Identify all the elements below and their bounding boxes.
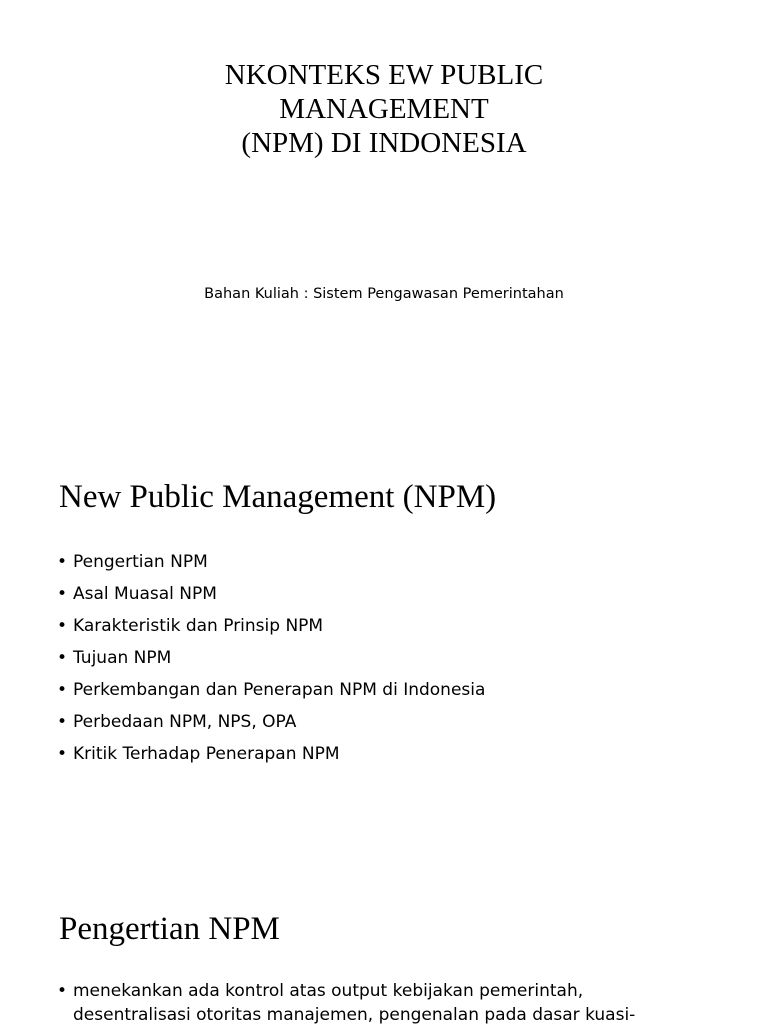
bullet-icon: • — [57, 680, 68, 700]
slide-heading: New Public Management (NPM) — [59, 479, 497, 515]
bullet-icon: • — [57, 584, 68, 604]
definition-list — [57, 979, 697, 1024]
bullet-icon: • — [57, 552, 68, 572]
title-line: (NPM) DI INDONESIA — [241, 127, 527, 159]
list-item — [57, 642, 485, 674]
slide-heading: Pengertian NPM — [59, 911, 280, 947]
list-item — [57, 706, 485, 738]
bullet-icon: • — [57, 981, 68, 1001]
bullet-icon: • — [57, 712, 68, 732]
title-line: NKONTEKS EW PUBLIC — [224, 59, 544, 91]
list-item-text: Pengertian NPM — [73, 552, 208, 572]
definition-slide — [0, 864, 768, 1024]
list-item-text: Perbedaan NPM, NPS, OPA — [73, 712, 297, 732]
outline-list — [57, 546, 485, 770]
list-item-text: Asal Muasal NPM — [73, 584, 217, 604]
list-item — [57, 674, 485, 706]
list-item — [57, 546, 485, 578]
presentation-subtitle: Bahan Kuliah : Sistem Pengawasan Pemerintahan — [204, 286, 564, 302]
outline-slide — [0, 432, 768, 864]
bullet-icon: • — [57, 744, 68, 764]
list-item — [57, 578, 485, 610]
title-slide — [0, 0, 768, 432]
list-item — [57, 610, 485, 642]
list-item-text: Karakteristik dan Prinsip NPM — [73, 616, 324, 636]
title-line: MANAGEMENT — [279, 93, 489, 125]
list-item-text: Perkembangan dan Penerapan NPM di Indonesia — [73, 680, 486, 700]
presentation-title — [84, 58, 684, 160]
list-item-text: menekankan ada kontrol atas output kebijakan pemerintah, desentralisasi otoritas manajemen, pengenalan pada dasar kuasi- — [73, 981, 636, 1024]
list-item-text: Kritik Terhadap Penerapan NPM — [73, 744, 340, 764]
bullet-icon: • — [57, 616, 68, 636]
list-item — [57, 738, 485, 770]
list-item-text: Tujuan NPM — [73, 648, 172, 668]
bullet-icon: • — [57, 648, 68, 668]
list-item — [57, 979, 697, 1024]
